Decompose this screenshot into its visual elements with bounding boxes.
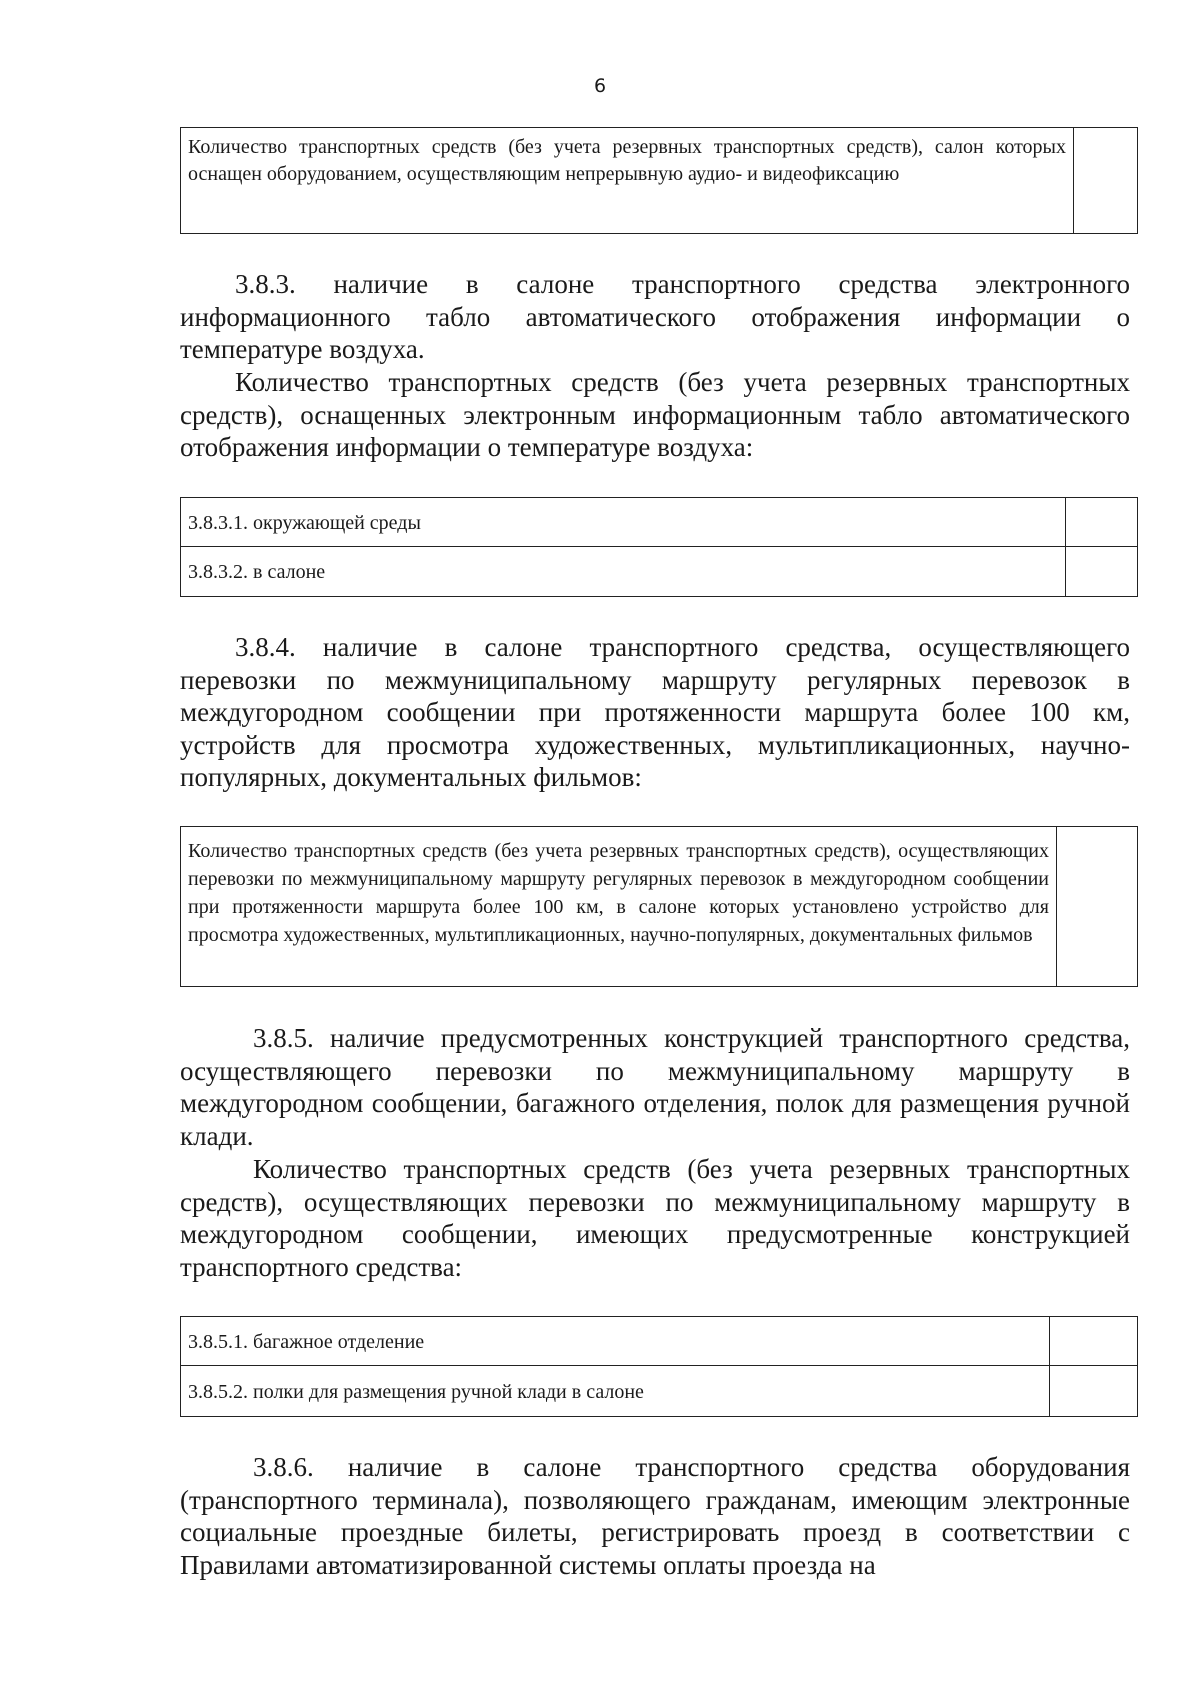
table-cell-label: Количество транспортных средств (без учета резервных транспортных средств), салон которых оснащен оборудованием, осуществляющим непрерывную аудио- и видеофиксацию <box>181 128 1074 234</box>
table-cell-label: 3.8.3.2. в салоне <box>181 547 1066 597</box>
table-row <box>181 827 1138 987</box>
paragraph-3-8-6: 3.8.6. наличие в салоне транспортного средства оборудования (транспортного терминала), позволяющего гражданам, имеющим электронные социальные проездные билеты, регистрировать проезд в соответствии с Правилами автоматизированной системы оплаты проезда на <box>180 1452 1130 1580</box>
value-input-cell[interactable] <box>1050 1366 1138 1417</box>
paragraph-3-8-5: 3.8.5. наличие предусмотренных конструкцией транспортного средства, осуществляющего перевозки по межмуниципальному маршруту в междугородном сообщении, багажного отделения, полок для размещения ручной клади. <box>180 1023 1130 1151</box>
table-row <box>181 1366 1138 1417</box>
table-row <box>181 128 1138 234</box>
table-cell-label: 3.8.3.1. окружающей среды <box>181 498 1066 547</box>
paragraph-3-8-5-count: Количество транспортных средств (без учета резервных транспортных средств), осуществляющих перевозки по межмуниципальному маршруту в междугородном сообщении, имеющих предусмотренные конструкцией транспортного средства: <box>180 1154 1130 1282</box>
table-temperature <box>180 497 1138 597</box>
value-input-cell[interactable] <box>1066 547 1138 597</box>
page-number: 6 <box>593 75 607 97</box>
table-row <box>181 498 1138 547</box>
table-luggage <box>180 1316 1138 1417</box>
value-input-cell[interactable] <box>1057 827 1138 987</box>
table-row <box>181 1317 1138 1366</box>
table-cell-label: 3.8.5.2. полки для размещения ручной клади в салоне <box>181 1366 1050 1417</box>
table-films <box>180 826 1138 987</box>
paragraph-3-8-3-count: Количество транспортных средств (без учета резервных транспортных средств), оснащенных электронным информационным табло автоматического отображения информации о температуре воздуха: <box>180 367 1130 462</box>
value-input-cell[interactable] <box>1066 498 1138 547</box>
value-input-cell[interactable] <box>1074 128 1138 234</box>
table-cell-label: Количество транспортных средств (без учета резервных транспортных средств), осуществляющих перевозки по межмуниципальному маршруту регулярных перевозок в междугородном сообщении при протяженности маршрута более 100 км, в салоне которых установлено устройство для просмотра художественных, мультипликационных, научно-популярных, документальных фильмов <box>181 827 1057 987</box>
paragraph-3-8-3: 3.8.3. наличие в салоне транспортного средства электронного информационного табло автоматического отображения информации о температуре воздуха. <box>180 269 1130 364</box>
table-audio-video <box>180 127 1138 234</box>
table-row <box>181 547 1138 597</box>
value-input-cell[interactable] <box>1050 1317 1138 1366</box>
paragraph-3-8-4: 3.8.4. наличие в салоне транспортного средства, осуществляющего перевозки по межмуниципальному маршруту регулярных перевозок в междугородном сообщении при протяженности маршрута более 100 км, устройств для просмотра художественных, мультипликационных, научно-популярных, документальных фильмов: <box>180 632 1130 792</box>
table-cell-label: 3.8.5.1. багажное отделение <box>181 1317 1050 1366</box>
